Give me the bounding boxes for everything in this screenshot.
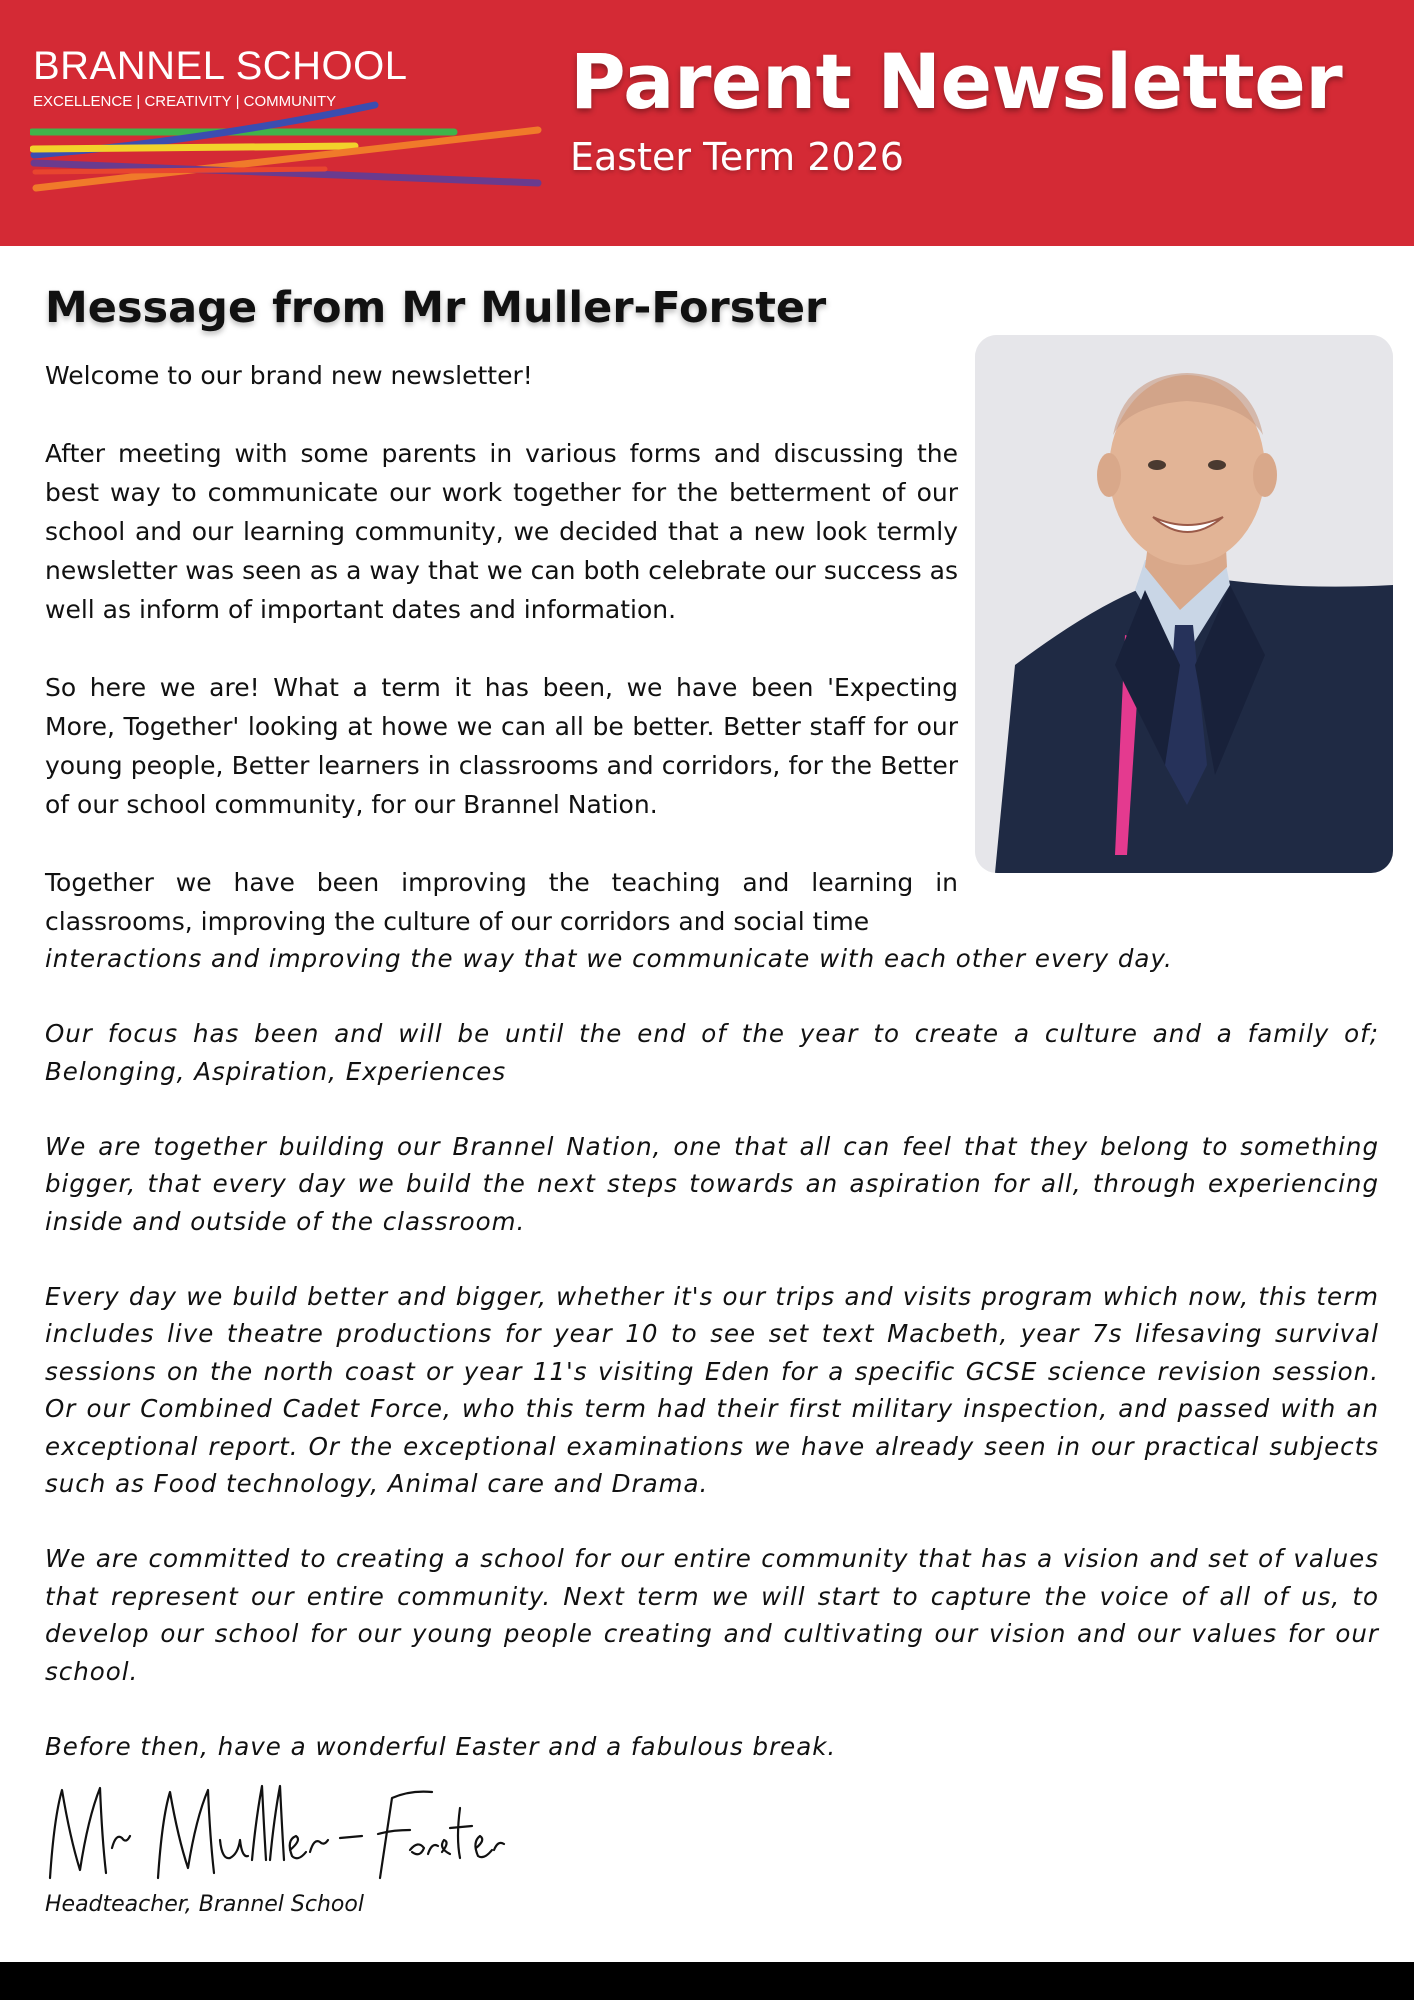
footer-bar <box>0 1962 1414 2000</box>
paragraph: We are together building our Brannel Nation, one that all can feel that they belong to something bigger, that every day we build the next steps towards an aspiration for all, through experiencing inside and outside of the classroom. <box>45 1131 1379 1236</box>
signoff-title: Headteacher, Brannel School <box>45 1892 364 1917</box>
paragraph: Before then, have a wonderful Easter and a fabulous break. <box>45 1731 837 1761</box>
message-heading: Message from Mr Muller-Forster <box>45 283 827 333</box>
newsletter-subtitle: Easter Term 2026 <box>570 135 904 179</box>
message-body <box>45 940 1379 1803</box>
message-intro <box>45 356 958 941</box>
paragraph: After meeting with some parents in various forms and discussing the best way to communicate our work together for the betterment of our school and our learning community, we decided that a new look termly newsletter was seen as a way that we can both celebrate our success as well as inform of important dates and information. <box>45 439 958 624</box>
headteacher-photo <box>975 335 1393 873</box>
paragraph: So here we are! What a term it has been, we have been 'Expecting More, Together' looking at howe we can all be better. Better staff for our young people, Better learners in classrooms and corridors, for the Better of our school community, for our Brannel Nation. <box>45 673 958 819</box>
paragraph: Every day we build better and bigger, whether it's our trips and visits program which now, this term includes live theatre productions for year 10 to see set text Macbeth, year 7s lifesaving survival sessions on the north coast or year 11's visiting Eden for a specific GCSE science revision session. Or our Combined Cadet Force, who this term had their first military inspection, and passed with an exceptional report. Or the exceptional examinations we have already seen in our practical subjects such as Food technology, Animal care and Drama. <box>45 1281 1379 1498</box>
paragraph: Our focus has been and will be until the end of the year to create a culture and a family of; Belonging, Aspiration, Experiences <box>45 1019 1379 1086</box>
paragraph: Welcome to our brand new newsletter! <box>45 361 533 390</box>
logo-stripes-graphic <box>30 100 550 200</box>
header-banner <box>0 0 1414 246</box>
paragraph: Together we have been improving the teaching and learning in classrooms, improving the culture of our corridors and social time <box>45 868 958 936</box>
school-tagline: EXCELLENCE | CREATIVITY | COMMUNITY <box>33 93 337 110</box>
handwritten-signature <box>40 1778 510 1888</box>
paragraph: interactions and improving the way that we communicate with each other every day. <box>45 944 1173 973</box>
newsletter-title: Parent Newsletter <box>570 37 1343 126</box>
paragraph: We are committed to creating a school for our entire community that has a vision and set of values that represent our entire community. Next term we will start to capture the voice of all of us, to develop our school for our young people creating and cultivating our vision and our values for our school. <box>45 1544 1379 1686</box>
school-logo-name: BRANNEL SCHOOL <box>33 44 408 88</box>
portrait-illustration <box>975 335 1393 873</box>
